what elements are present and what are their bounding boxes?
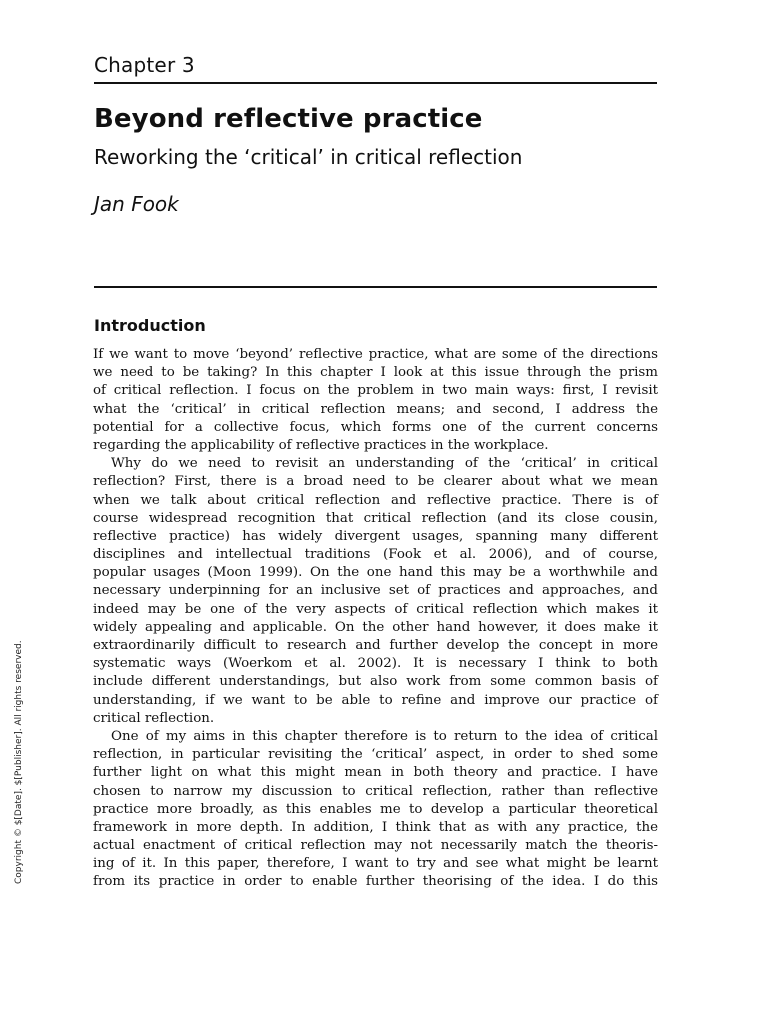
text-line: practice more broadly, as this enables me to develop a particular theoretical (93, 801, 658, 817)
text-line: If we want to move ‘beyond’ reflective practice, what are some of the directions (93, 347, 658, 362)
section-heading: Introduction (94, 316, 206, 335)
text-line: actual enactment of critical reflection may not necessarily match the theoris- (93, 838, 658, 854)
text-line: reflection? First, there is a broad need to be clearer about what we mean (93, 474, 658, 490)
text-line: potential for a collective focus, which forms one of the current concerns (93, 419, 658, 435)
text-line: widely appealing and applicable. On the other hand however, it does make it (93, 619, 658, 635)
chapter-subtitle: Reworking the ‘critical’ in critical reflection (94, 145, 523, 169)
text-line: when we talk about critical reflection and reflective practice. There is of (93, 492, 658, 508)
text-line: reflective practice) has widely divergent usages, spanning many different (93, 528, 658, 544)
copyright-notice: Copyright © $[Date]. $[Publisher]. All rights reserved. (14, 640, 24, 884)
body-text (93, 346, 658, 892)
text-line: from its practice in order to enable further theorising of the idea. I do this (93, 874, 658, 890)
text-line: we need to be taking? In this chapter I look at this issue through the prism (93, 365, 658, 381)
text-line: framework in more depth. In addition, I think that as with any practice, the (93, 819, 658, 835)
text-line: course widespread recognition that critical reflection (and its close cousin, (93, 510, 658, 526)
header-rule-bottom (94, 286, 657, 288)
text-line: popular usages (Moon 1999). On the one hand this may be a worthwhile and (93, 565, 658, 581)
text-line: Why do we need to revisit an understanding of the ‘critical’ in critical (111, 456, 658, 472)
text-line: ing of it. In this paper, therefore, I want to try and see what might be learnt (93, 856, 658, 872)
text-line: what the ‘critical’ in critical reflection means; and second, I address the (93, 401, 658, 417)
text-line: extraordinarily difficult to research and further develop the concept in more (93, 638, 658, 653)
text-line: chosen to narrow my discussion to critical reflection, rather than reflective (93, 783, 658, 799)
chapter-label: Chapter 3 (94, 53, 195, 77)
text-line: regarding the applicability of reflective practices in the workplace. (93, 437, 549, 453)
text-line: disciplines and intellectual traditions (Fook et al. 2006), and of course, (93, 547, 658, 563)
text-line: systematic ways (Woerkom et al. 2002). It is necessary I think to both (93, 656, 658, 672)
text-line: One of my aims in this chapter therefore is to return to the idea of critical (111, 728, 658, 744)
chapter-title: Beyond reflective practice (94, 104, 483, 134)
text-line: include different understandings, but also work from some common basis of (93, 674, 658, 690)
text-line: necessary underpinning for an inclusive set of practices and approaches, and (93, 583, 658, 599)
author-name: Jan Fook (94, 192, 179, 216)
text-line: further light on what this might mean in both theory and practice. I have (93, 765, 658, 781)
text-line: critical reflection. (93, 710, 215, 726)
text-line: reflection, in particular revisiting the ‘critical’ aspect, in order to shed some (93, 747, 658, 763)
text-line: indeed may be one of the very aspects of critical reflection which makes it (93, 601, 658, 617)
header-rule-top (94, 82, 657, 84)
text-line: of critical reflection. I focus on the problem in two main ways: first, I revisit (93, 383, 658, 399)
text-line: understanding, if we want to be able to refine and improve our practice of (93, 692, 658, 708)
